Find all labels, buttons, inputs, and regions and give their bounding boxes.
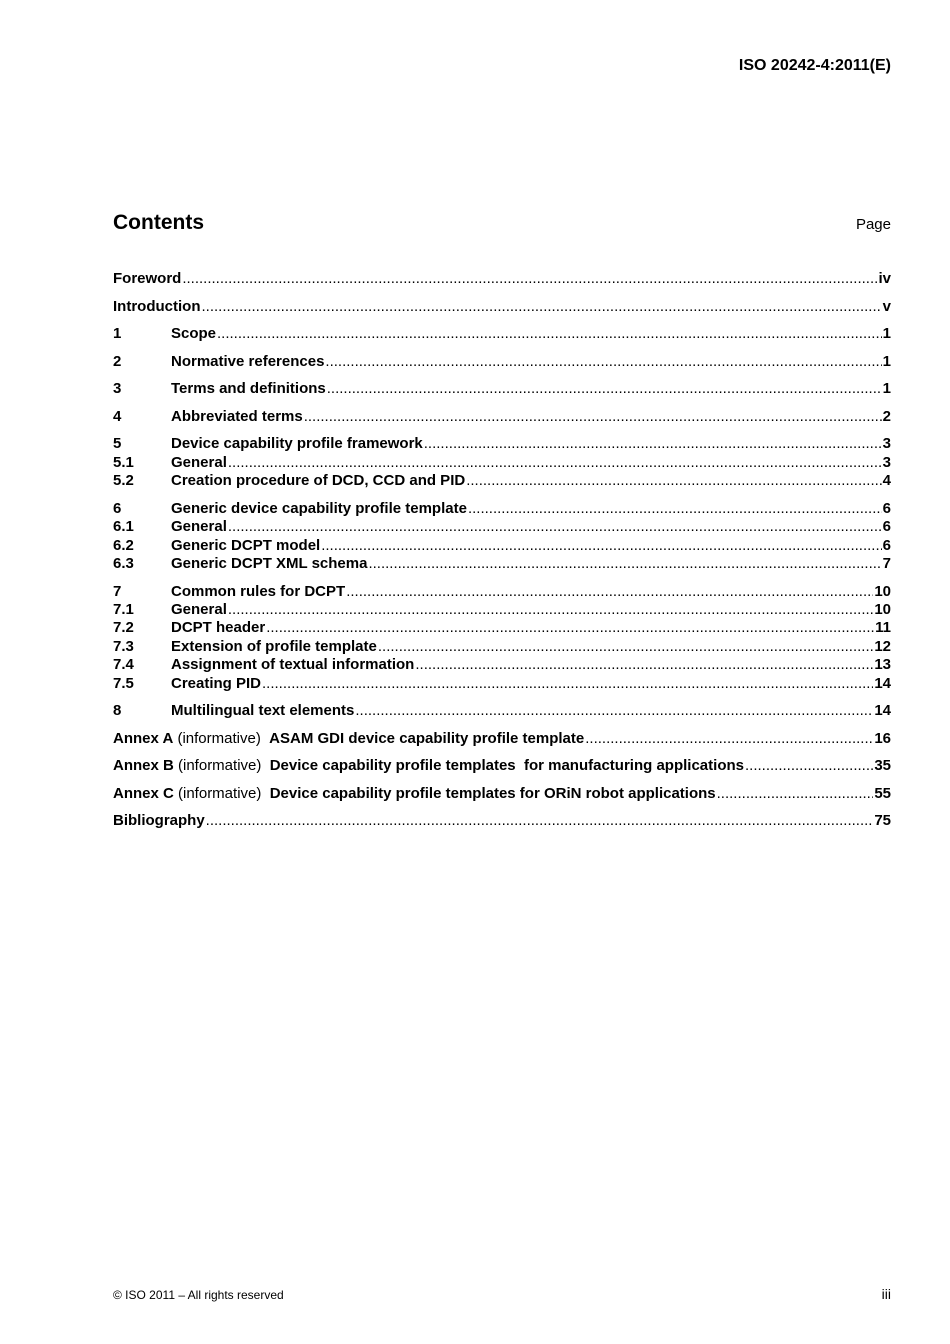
toc-entry-title: Creation procedure of DCD, CCD and PID <box>171 472 466 490</box>
toc-entry-number: 8 <box>113 702 122 720</box>
toc-dot-leader <box>262 675 873 693</box>
toc-dot-leader <box>327 380 882 398</box>
toc-annex-kind: (informative) <box>173 729 270 747</box>
toc-entry[interactable] <box>113 812 891 830</box>
toc-dot-leader <box>415 656 873 674</box>
page-number: iii <box>881 1286 891 1302</box>
toc-entry[interactable] <box>113 500 891 518</box>
toc-dot-leader <box>266 619 874 637</box>
toc-entry[interactable] <box>113 298 891 316</box>
toc-entry-page: v <box>882 297 891 315</box>
toc-dot-leader <box>585 730 873 748</box>
toc-entry-number: 6.2 <box>113 536 134 554</box>
toc-entry-page: 6 <box>882 536 891 554</box>
document-id: ISO 20242-4:2011(E) <box>738 57 891 74</box>
toc-entry-title: Foreword <box>113 270 182 287</box>
toc-entry-title: ASAM GDI device capability profile template <box>269 729 585 747</box>
toc-entry-number: 7.1 <box>113 600 134 618</box>
toc-entry-title: Device capability profile framework <box>171 435 423 453</box>
toc-entry-page: 13 <box>874 656 891 674</box>
toc-entry[interactable] <box>113 702 891 720</box>
toc-entry[interactable] <box>113 656 891 674</box>
toc-dot-leader <box>201 298 881 316</box>
toc-entry[interactable] <box>113 601 891 619</box>
toc-annex-label: Annex A <box>113 729 174 747</box>
toc-entry[interactable] <box>113 619 891 637</box>
toc-annex-label: Annex B <box>113 757 174 775</box>
toc-entry-number: 3 <box>113 380 122 398</box>
toc-entry-title: General <box>171 518 227 536</box>
toc-entry-title: Common rules for DCPT <box>171 582 346 600</box>
toc-entry-title: Normative references <box>171 352 325 370</box>
toc-entry-title: Device capability profile templates for manufacturing applications <box>269 757 744 775</box>
toc-entry-page: 55 <box>874 784 891 802</box>
toc-entry-page: 10 <box>874 582 891 600</box>
toc-entry-title: Bibliography <box>113 812 205 830</box>
toc-entry-title: Assignment of textual information <box>171 656 415 674</box>
toc-dot-leader <box>424 435 882 453</box>
toc-entry-number: 5.1 <box>113 453 134 471</box>
toc-dot-leader <box>228 454 882 472</box>
toc-dot-leader <box>346 583 873 601</box>
toc-entry-page: 1 <box>882 352 891 370</box>
toc-dot-leader <box>304 408 882 426</box>
toc-annex-kind: (informative) <box>173 784 270 802</box>
toc-entry-number: 5 <box>113 435 122 453</box>
toc-entry-number: 7.2 <box>113 619 134 637</box>
toc-entry-number: 7.5 <box>113 674 134 692</box>
toc-entry[interactable] <box>113 555 891 573</box>
toc-dot-leader <box>206 812 874 830</box>
toc-entry-number: 2 <box>113 352 122 370</box>
toc-entry-page: 6 <box>882 499 891 517</box>
toc-dot-leader <box>228 518 882 536</box>
toc-entry[interactable] <box>113 757 891 775</box>
contents-header <box>113 211 891 235</box>
toc-entry-page: 75 <box>874 812 891 830</box>
toc-entry-title: Introduction <box>113 297 201 315</box>
toc-entry-number: 5.2 <box>113 472 134 490</box>
toc-dot-leader <box>745 757 873 775</box>
toc-entry-number: 7.3 <box>113 637 134 655</box>
toc-entry-title: General <box>171 600 227 618</box>
toc-annex-label: Annex C <box>113 784 174 802</box>
toc-entry[interactable] <box>113 454 891 472</box>
toc-entry-page: 16 <box>874 729 891 747</box>
toc-entry-number: 6.1 <box>113 518 134 536</box>
toc-entry-number: 6 <box>113 499 122 517</box>
toc-entry-title: Scope <box>171 325 217 343</box>
toc-entry[interactable] <box>113 270 891 288</box>
toc-entry[interactable] <box>113 353 891 371</box>
toc-entry-number: 7 <box>113 582 122 600</box>
toc-entry-page: 3 <box>882 453 891 471</box>
toc-entry[interactable] <box>113 730 891 748</box>
toc-entry-page: 14 <box>874 674 891 692</box>
toc-dot-leader <box>368 555 881 573</box>
toc-annex-kind: (informative) <box>173 757 270 775</box>
toc-entry[interactable] <box>113 408 891 426</box>
toc-entry-title: Generic device capability profile template <box>171 499 467 517</box>
toc-entry-title: Generic DCPT model <box>171 536 321 554</box>
toc-dot-leader <box>182 270 877 288</box>
table-of-contents <box>113 270 891 831</box>
toc-dot-leader <box>325 353 881 371</box>
toc-entry-page: 1 <box>882 380 891 398</box>
toc-entry-title: General <box>171 453 227 471</box>
toc-entry-page: 3 <box>882 435 891 453</box>
toc-entry-title: Abbreviated terms <box>171 407 303 425</box>
toc-entry-title: Extension of profile template <box>171 637 377 655</box>
toc-entry-page: 12 <box>874 637 891 655</box>
toc-entry-number: 7.4 <box>113 656 134 674</box>
page-column-label: Page <box>855 216 891 233</box>
toc-entry-page: 11 <box>875 619 891 637</box>
toc-dot-leader <box>228 601 873 619</box>
toc-entry-number: 1 <box>113 325 122 343</box>
toc-dot-leader <box>466 472 881 490</box>
toc-entry[interactable] <box>113 518 891 536</box>
toc-dot-leader <box>321 537 881 555</box>
toc-entry[interactable] <box>113 638 891 656</box>
toc-entry-title: Generic DCPT XML schema <box>171 555 368 572</box>
toc-entry-page: iv <box>878 270 891 287</box>
toc-entry[interactable] <box>113 472 891 490</box>
toc-dot-leader <box>217 325 882 343</box>
toc-entry[interactable] <box>113 785 891 803</box>
toc-entry-page: 10 <box>874 600 891 618</box>
toc-entry-number: 4 <box>113 407 122 425</box>
toc-entry-number: 6.3 <box>113 555 134 572</box>
toc-entry-page: 14 <box>874 702 891 720</box>
toc-entry-page: 35 <box>874 757 891 775</box>
toc-entry[interactable] <box>113 537 891 555</box>
toc-entry[interactable] <box>113 435 891 453</box>
toc-dot-leader <box>468 500 882 518</box>
toc-entry-title: Multilingual text elements <box>171 702 355 720</box>
toc-entry-title: Creating PID <box>171 674 262 692</box>
toc-dot-leader <box>355 702 873 720</box>
toc-entry-title: DCPT header <box>171 619 266 637</box>
toc-entry-page: 2 <box>882 407 891 425</box>
toc-entry-page: 7 <box>882 555 891 572</box>
toc-entry[interactable] <box>113 325 891 343</box>
toc-entry-title: Terms and definitions <box>171 380 326 398</box>
contents-title: Contents <box>113 211 204 234</box>
copyright-notice: © ISO 2011 – All rights reserved <box>113 1288 284 1302</box>
toc-entry[interactable] <box>113 675 891 693</box>
toc-entry-page: 4 <box>882 472 891 490</box>
toc-entry[interactable] <box>113 380 891 398</box>
toc-dot-leader <box>378 638 873 656</box>
toc-entry-title: Device capability profile templates for ORiN robot applications <box>269 784 716 802</box>
toc-entry-page: 1 <box>882 325 891 343</box>
toc-entry[interactable] <box>113 583 891 601</box>
toc-dot-leader <box>717 785 874 803</box>
toc-entry-page: 6 <box>882 518 891 536</box>
